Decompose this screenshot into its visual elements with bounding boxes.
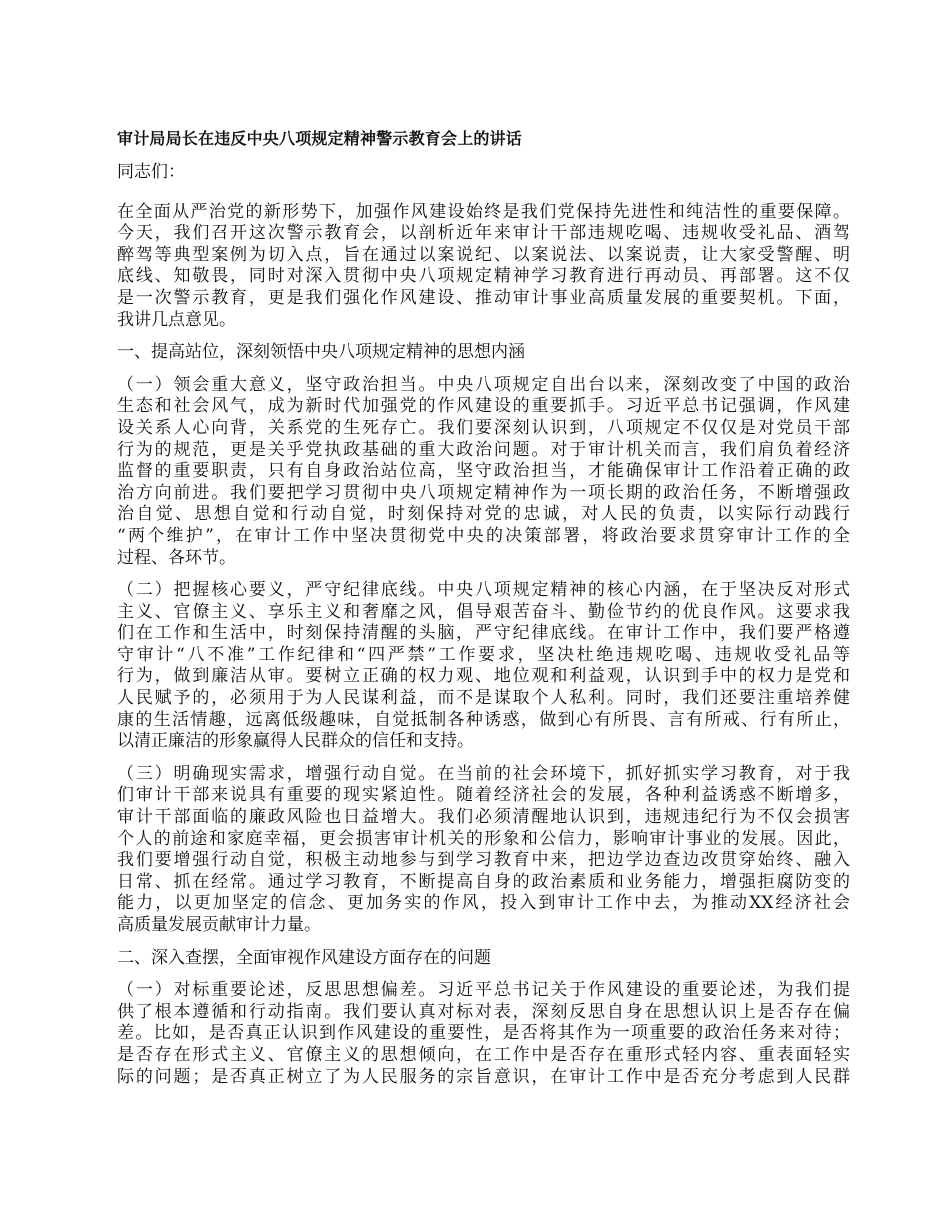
text-line: “两个维护”，在审计工作中坚决贯彻党中央的决策部署，将政治要求贯穿审计工作的全	[117, 525, 850, 546]
text-line: 们在工作和生活中，时刻保持清醒的头脑，严守纪律底线。在审计工作中，我们要严格遵	[117, 623, 850, 644]
text-line: （一）对标重要论述，反思思想偏差。习近平总书记关于作风建设的重要论述，为我们提	[117, 980, 850, 1001]
salutation	[117, 162, 850, 184]
section-heading	[117, 342, 850, 364]
text-line: 行为的规范，更是关乎党执政基础的重大政治问题。对于审计机关而言，我们肩负着经济	[117, 439, 850, 460]
text-line: 康的生活情趣，远离低级趣味，自觉抵制各种诱惑，做到心有所畏、言有所戒、行有所止，	[117, 709, 850, 730]
text-line: 能力，以更加坚定的信念、更加务实的作风，投入到审计工作中去，为推动XX经济社会	[117, 893, 850, 914]
text-line: 治方向前进。我们要把学习贯彻中央八项规定精神作为一项长期的政治任务，不断增强政	[117, 482, 850, 503]
text-line: 监督的重要职责，只有自身政治站位高，坚守政治担当，才能确保审计工作沿着正确的政	[117, 461, 850, 482]
document-body	[117, 162, 850, 1088]
text-line: 差。比如，是否真正认识到作风建设的重要性，是否将其作为一项重要的政治任务来对待；	[117, 1023, 850, 1044]
paragraph	[117, 375, 850, 569]
text-line: 设关系人心向背，关系党的生死存亡。我们要深刻认识到，八项规定不仅仅是对党员干部	[117, 417, 850, 438]
text-line: 治自觉、思想自觉和行动自觉，时刻保持对党的忠诚，对人民的负责，以实际行动践行	[117, 504, 850, 525]
text-line: 供了根本遵循和行动指南。我们要认真对标对表，深刻反思自身在思想认识上是否存在偏	[117, 1001, 850, 1022]
text-line: 审计干部面临的廉政风险也日益增大。我们必须清醒地认识到，违规违纪行为不仅会损害	[117, 807, 850, 828]
document-page	[117, 128, 850, 1099]
paragraph	[117, 980, 850, 1088]
text-line: 高质量发展贡献审计力量。	[117, 915, 321, 935]
text-line: 是否存在形式主义、官僚主义的思想倾向，在工作中是否存在重形式轻内容、重表面轻实	[117, 1044, 850, 1065]
text-line: （二）把握核心要义，严守纪律底线。中央八项规定精神的核心内涵，在于坚决反对形式	[117, 580, 850, 601]
text-line: 同志们：	[117, 162, 185, 182]
text-line: 醉驾等典型案例为切入点，旨在通过以案说纪、以案说法、以案说责，让大家受警醒、明	[117, 244, 850, 265]
text-line: （三）明确现实需求，增强行动自觉。在当前的社会环境下，抓好抓实学习教育，对于我	[117, 763, 850, 784]
text-line: 是一次警示教育，更是我们强化作风建设、推动审计事业高质量发展的重要契机。下面，	[117, 287, 850, 308]
text-line: 底线、知敬畏，同时对深入贯彻中央八项规定精神学习教育进行再动员、再部署。这不仅	[117, 266, 850, 287]
text-line: 生态和社会风气，成为新时代加强党的作风建设的重要抓手。习近平总书记强调，作风建	[117, 396, 850, 417]
text-line: 主义、官僚主义、享乐主义和奢靡之风，倡导艰苦奋斗、勤俭节约的优良作风。这要求我	[117, 601, 850, 622]
text-line: 人民赋予的，必须用于为人民谋利益，而不是谋取个人私利。同时，我们还要注重培养健	[117, 688, 850, 709]
text-line: 我讲几点意见。	[117, 309, 236, 330]
paragraph	[117, 764, 850, 937]
text-line: 过程、各环节。	[117, 547, 236, 568]
text-line: 我们要增强行动自觉，积极主动地参与到学习教育中来，把边学边查边改贯穿始终、融入	[117, 850, 850, 871]
text-line: （一）领会重大意义，坚守政治担当。中央八项规定自出台以来，深刻改变了中国的政治	[117, 374, 850, 395]
document-title: 审计局局长在违反中央八项规定精神警示教育会上的讲话	[117, 129, 523, 148]
text-line: 今天，我们召开这次警示教育会，以剖析近年来审计干部违规吃喝、违规收受礼品、酒驾	[117, 223, 850, 244]
text-line: 在全面从严治党的新形势下，加强作风建设始终是我们党保持先进性和纯洁性的重要保障。	[117, 201, 850, 222]
text-line: 二、深入查摆，全面审视作风建设方面存在的问题	[117, 947, 491, 968]
text-line: 行为，做到廉洁从审。要树立正确的权力观、地位观和利益观，认识到手中的权力是党和	[117, 666, 850, 687]
text-line: 们审计干部来说具有重要的现实紧迫性。随着经济社会的发展，各种利益诱惑不断增多，	[117, 785, 850, 806]
text-line: 以清正廉洁的形象赢得人民群众的信任和支持。	[117, 731, 474, 752]
text-line: 日常、抓在经常。通过学习教育，不断提高自身的政治素质和业务能力，增强拒腐防变的	[117, 871, 850, 892]
paragraph	[117, 202, 850, 332]
paragraph	[117, 580, 850, 753]
text-line: 一、提高站位，深刻领悟中央八项规定精神的思想内涵	[117, 342, 525, 363]
section-heading	[117, 948, 850, 970]
text-line: 守审计“八不准”工作纪律和“四严禁”工作要求，坚决杜绝违规吃喝、违规收受礼品等	[117, 644, 850, 665]
text-line: 个人的前途和家庭幸福，更会损害审计机关的形象和公信力，影响审计事业的发展。因此，	[117, 828, 850, 849]
text-line: 际的问题；是否真正树立了为人民服务的宗旨意识，在审计工作中是否充分考虑到人民群	[117, 1066, 850, 1087]
